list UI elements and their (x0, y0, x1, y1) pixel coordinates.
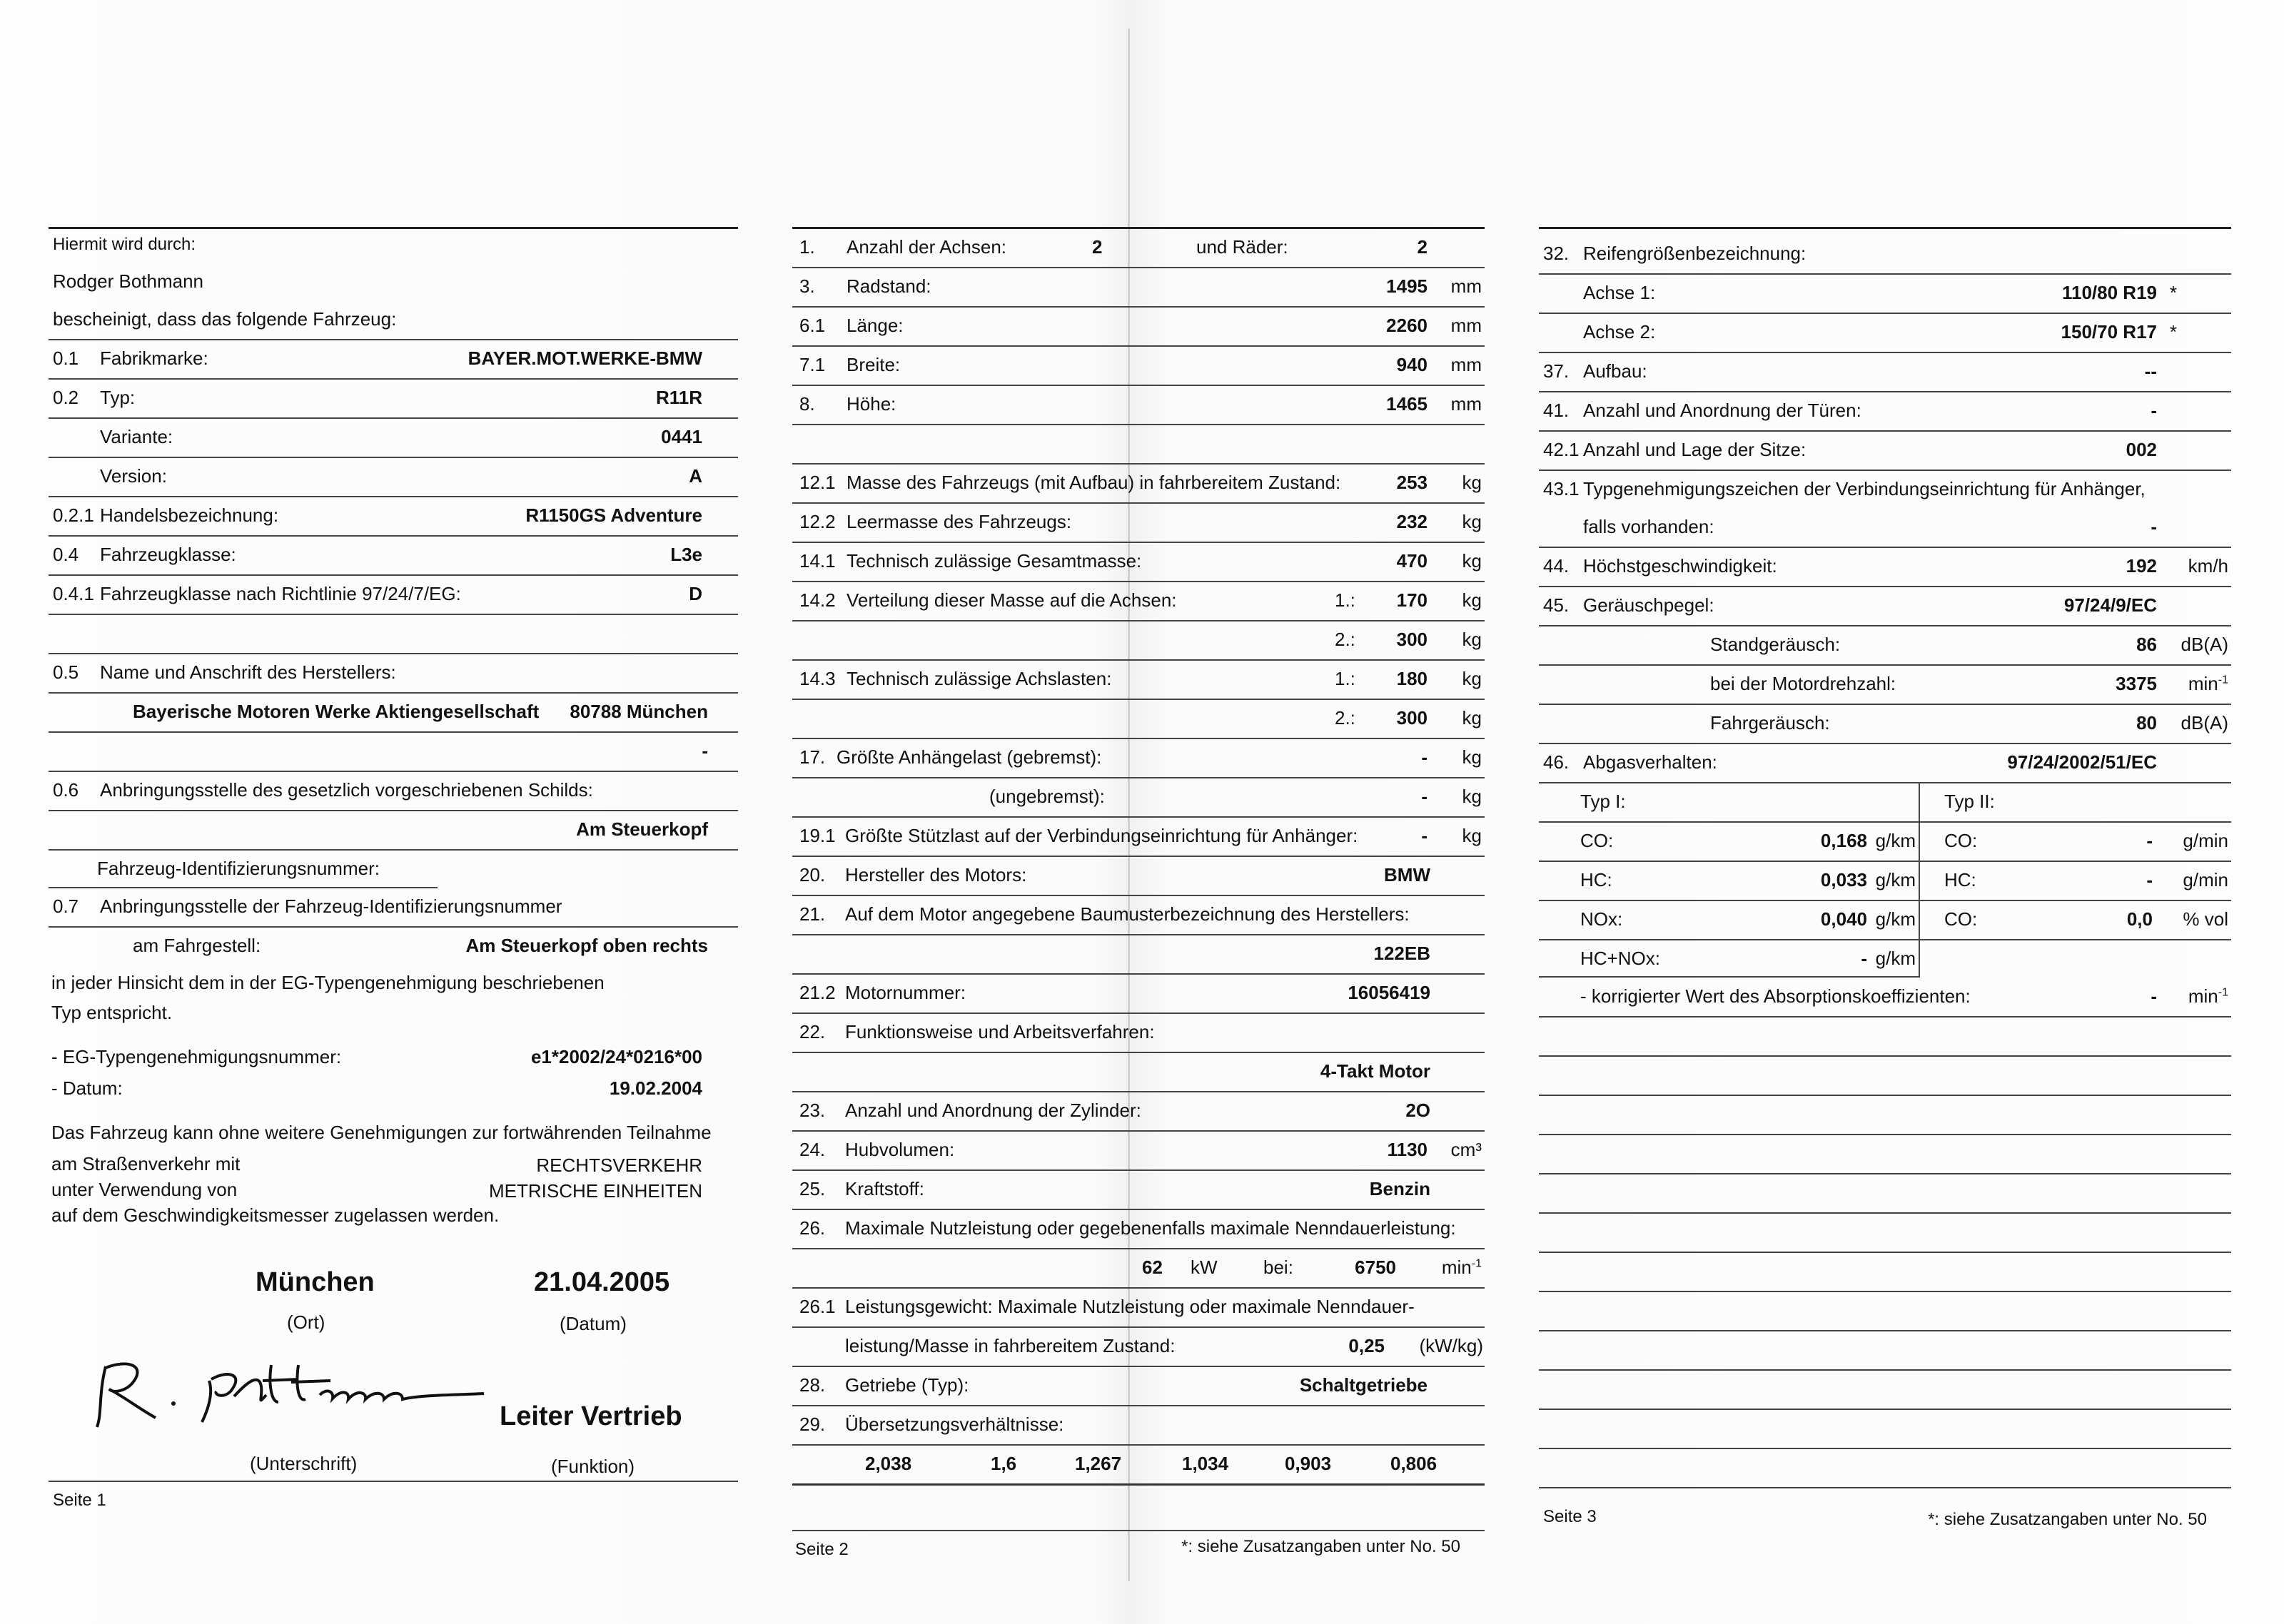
anh-value: - (1421, 746, 1428, 768)
version-label: Version: (100, 465, 167, 487)
geraeusch-label: Geräuschpegel: (1583, 594, 1714, 616)
field-number: 24. (799, 1139, 826, 1160)
lg-label-2: leistung/Masse in fahrbereitem Zustand: (845, 1335, 1176, 1356)
ratio-value: 0,806 (1390, 1453, 1437, 1474)
eg-number-label: - EG-Typengenehmigungsnummer: (51, 1046, 342, 1067)
vert2-value: 300 (1396, 629, 1428, 650)
handel-label: Handelsbezeichnung: (100, 504, 279, 526)
leist-label: Maximale Nutzleistung oder gegebenenfalls maximale Nenndauerleistung: (845, 1217, 1456, 1239)
co3-value: 0,0 (2126, 908, 2153, 930)
axle-label: 2.: (1335, 629, 1355, 650)
hoechst-value: 192 (2126, 555, 2157, 577)
traffic-value: RECHTSVERKEHR (536, 1154, 702, 1176)
nox1-value: 0,040 (1820, 908, 1867, 930)
stand-value: 86 (2136, 634, 2157, 655)
unit: % vol (2183, 908, 2228, 930)
schild-value: Am Steuerkopf (576, 818, 708, 840)
typgen-label: Typgenehmigungszeichen der Verbindungseinrichtung für Anhänger, (1583, 478, 2146, 499)
place-value: München (256, 1267, 375, 1297)
field-number: 21. (799, 903, 826, 925)
abgas-value: 97/24/2002/51/EC (2007, 751, 2157, 773)
field-number: 20. (799, 864, 826, 885)
fin-stelle-label: Anbringungsstelle der Fahrzeug-Identifizierungsnummer (100, 895, 562, 917)
fabrikmarke-value: BAYER.MOT.WERKE-BMW (468, 347, 702, 369)
reifen-label: Reifengrößenbezeichnung: (1583, 243, 1807, 264)
page-1 (49, 227, 738, 1518)
achse1-value: 110/80 R19 (2061, 282, 2157, 303)
emissions-table (1539, 782, 2231, 978)
motornr-value: 16056419 (1348, 982, 1430, 1003)
field-number: 28. (799, 1374, 826, 1396)
kraft-value: Benzin (1369, 1178, 1430, 1199)
ratio-value: 2,038 (865, 1453, 912, 1474)
field-number: 8. (799, 393, 815, 415)
typ-value: R11R (655, 387, 702, 408)
stand-label: Standgeräusch: (1710, 634, 1841, 655)
field-number: 43.1 (1543, 478, 1580, 499)
fahr-label: Fahrgeräusch: (1710, 712, 1830, 734)
achsl-label: Technisch zulässige Achslasten: (847, 668, 1112, 689)
field-number: 14.1 (799, 550, 836, 572)
gesamt-label: Technisch zulässige Gesamtmasse: (847, 550, 1142, 572)
eg-number-value: e1*2002/24*0216*00 (530, 1046, 702, 1067)
funk-value: 4-Takt Motor (1320, 1060, 1430, 1082)
tueren-label: Anzahl und Anordnung der Türen: (1583, 400, 1861, 421)
field-number: 26.1 (799, 1296, 836, 1317)
achsl2-value: 300 (1396, 707, 1428, 729)
leer-value: 232 (1396, 511, 1428, 532)
breite-label: Breite: (847, 354, 901, 375)
klasse-label: Fahrzeugklasse: (100, 544, 236, 565)
fin-label: Fahrzeug-Identifizierungsnummer: (97, 858, 380, 879)
raeder-value: 2 (1417, 236, 1428, 258)
field-number: 22. (799, 1021, 826, 1042)
field-number: 0.2 (53, 387, 79, 408)
kraft-label: Kraftstoff: (845, 1178, 924, 1199)
typgen-value: - (2151, 516, 2157, 537)
field-number: 21.2 (799, 982, 836, 1003)
variante-label: Variante: (100, 426, 173, 447)
unit: $\min^{-1}$ (1441, 1257, 1482, 1278)
typ1-label: Typ I: (1580, 791, 1626, 812)
field-number: 6.1 (799, 315, 826, 336)
field-number: 37. (1543, 360, 1570, 382)
field-number: 23. (799, 1100, 826, 1121)
ratio-value: 1,034 (1182, 1453, 1229, 1474)
radstand-value: 1495 (1386, 275, 1428, 297)
drehzahl-value: 3375 (2116, 673, 2157, 694)
unit: kg (1462, 746, 1482, 768)
field-number: 29. (799, 1414, 826, 1435)
axle-label: 1.: (1335, 589, 1355, 611)
stuetz-label: Größte Stützlast auf der Verbindungseinrichtung für Anhänger: (845, 825, 1358, 846)
unit: g/min (2183, 830, 2228, 851)
field-number: 26. (799, 1217, 826, 1239)
hc-label: HC: (1580, 869, 1612, 890)
field-number: 7.1 (799, 354, 826, 375)
unit: (kW/kg) (1419, 1335, 1483, 1356)
masse-label: Masse des Fahrzeugs (mit Aufbau) in fahrbereitem Zustand: (847, 472, 1341, 493)
unit: dB(A) (2181, 634, 2228, 655)
unit: g/km (1875, 830, 1916, 851)
uebers-label: Übersetzungsverhältnisse: (845, 1414, 1064, 1435)
field-number: 0.2.1 (53, 504, 94, 526)
typgen-label-2: falls vorhanden: (1583, 516, 1714, 537)
unit: mm (1450, 315, 1482, 336)
field-number: 12.1 (799, 472, 836, 493)
signer-name: Rodger Bothmann (53, 270, 204, 292)
aufbau-label: Aufbau: (1583, 360, 1647, 382)
zyl-label: Anzahl und Anordnung der Zylinder: (845, 1100, 1141, 1121)
field-number: 0.5 (53, 661, 79, 683)
absorp-label: - korrigierter Wert des Absorptionskoeffizienten: (1580, 985, 1971, 1007)
eg-date-value: 19.02.2004 (609, 1077, 702, 1099)
unit: kg (1462, 472, 1482, 493)
unit: km/h (2188, 555, 2228, 577)
sitze-value: 002 (2126, 439, 2157, 460)
page-number: Seite 2 (795, 1540, 849, 1559)
footnote: *: siehe Zusatzangaben unter No. 50 (1181, 1537, 1460, 1556)
herst-label: Hersteller des Motors: (845, 864, 1027, 885)
unit: g/min (2183, 869, 2228, 890)
field-number: 1. (799, 236, 815, 258)
vert-label: Verteilung dieser Masse auf die Achsen: (847, 589, 1177, 611)
field-number: 14.3 (799, 668, 836, 689)
hersteller-label: Name und Anschrift des Herstellers: (100, 661, 396, 683)
unit: kg (1462, 786, 1482, 807)
unit: $\min^{-1}$ (2188, 985, 2228, 1007)
laenge-value: 2260 (1386, 315, 1428, 336)
field-number: 3. (799, 275, 815, 297)
function-value: Leiter Vertrieb (500, 1401, 682, 1431)
hc-label: HC: (1944, 869, 1976, 890)
version-value: A (689, 465, 702, 487)
page-3 (1539, 227, 2231, 1531)
klasse-rl-value: D (689, 583, 702, 604)
co-label: CO: (1944, 908, 1978, 930)
klasse-rl-label: Fahrzeugklasse nach Richtlinie 97/24/7/EG: (100, 583, 461, 604)
laenge-label: Länge: (847, 315, 904, 336)
unit: kg (1462, 511, 1482, 532)
intro-text-2: bescheinigt, dass das folgende Fahrzeug: (53, 308, 397, 330)
signature-label: (Unterschrift) (250, 1453, 358, 1474)
getr-label: Getriebe (Typ): (845, 1374, 969, 1396)
leist-value: 62 (1142, 1257, 1163, 1278)
baum-value: 122EB (1373, 943, 1430, 964)
axle-label: 1.: (1335, 668, 1355, 689)
anh-ung-value: - (1421, 786, 1428, 807)
achsl1-value: 180 (1396, 668, 1428, 689)
herst-value: BMW (1384, 864, 1430, 885)
aufbau-value: -- (2144, 360, 2157, 382)
baum-label: Auf dem Motor angegebene Baumusterbezeichnung des Herstellers: (845, 903, 1410, 925)
axle-label: 2.: (1335, 707, 1355, 729)
hub-value: 1130 (1387, 1139, 1428, 1160)
date-label: (Datum) (560, 1313, 627, 1334)
footnote: *: siehe Zusatzangaben unter No. 50 (1928, 1510, 2207, 1529)
unit: g/km (1875, 869, 1916, 890)
field-number: 32. (1543, 243, 1570, 264)
field-number: 0.4 (53, 544, 79, 565)
abgas-label: Abgasverhalten: (1583, 751, 1717, 773)
field-number: 25. (799, 1178, 826, 1199)
unit: kW (1191, 1257, 1218, 1278)
hersteller-extra: - (702, 740, 708, 761)
hoechst-label: Höchstgeschwindigkeit: (1583, 555, 1777, 577)
masse-value: 253 (1396, 472, 1428, 493)
unit: mm (1450, 393, 1482, 415)
schild-label: Anbringungsstelle des gesetzlich vorgeschriebenen Schilds: (100, 779, 593, 801)
hersteller-value: Bayerische Motoren Werke Aktiengesellschaft (133, 701, 540, 722)
variante-value: 0441 (661, 426, 702, 447)
unit: kg (1462, 629, 1482, 650)
getr-value: Schaltgetriebe (1299, 1374, 1428, 1396)
anh-label: Größte Anhängelast (gebremst): (837, 746, 1102, 768)
page-number: Seite 3 (1543, 1507, 1597, 1526)
unit: kg (1462, 589, 1482, 611)
lg-label: Leistungsgewicht: Maximale Nutzleistung oder maximale Nenndauer- (845, 1296, 1415, 1317)
ratio-value: 1,6 (991, 1453, 1017, 1474)
unit: kg (1462, 707, 1482, 729)
zyl-value: 2O (1405, 1100, 1430, 1121)
leer-label: Leermasse des Fahrzeugs: (847, 511, 1072, 532)
intro-text: Hiermit wird durch: (53, 235, 196, 254)
klasse-value: L3e (670, 544, 702, 565)
unit: mm (1450, 275, 1482, 297)
page-number: Seite 1 (53, 1491, 106, 1510)
vert1-value: 170 (1396, 589, 1428, 611)
place-label: (Ort) (287, 1311, 325, 1333)
motornr-label: Motornummer: (845, 982, 966, 1003)
approval-text: Das Fahrzeug kann ohne weitere Genehmigungen zur fortwährenden Teilnahme (51, 1122, 712, 1143)
achsen-label: Anzahl der Achsen: (847, 236, 1007, 258)
field-number: 0.4.1 (53, 583, 94, 604)
approval-text-3: unter Verwendung von (51, 1179, 238, 1200)
typ2-label: Typ II: (1944, 791, 1995, 812)
hersteller-plz: 80788 München (570, 701, 708, 722)
raeder-label: und Räder: (1196, 236, 1288, 258)
ratio-value: 0,903 (1285, 1453, 1332, 1474)
stuetz-value: - (1421, 825, 1428, 846)
field-number: 41. (1543, 400, 1570, 421)
hc1-value: 0,033 (1820, 869, 1867, 890)
drehzahl-label: bei der Motordrehzahl: (1710, 673, 1896, 694)
hoehe-label: Höhe: (847, 393, 896, 415)
field-number: 44. (1543, 555, 1570, 577)
tueren-value: - (2151, 400, 2157, 421)
unit: kg (1462, 825, 1482, 846)
field-number: 0.6 (53, 779, 79, 801)
unit: mm (1450, 354, 1482, 375)
field-number: 45. (1543, 594, 1570, 616)
footnote-mark: * (2169, 282, 2177, 303)
typ-label: Typ: (100, 387, 136, 408)
unit: $\min^{-1}$ (2188, 673, 2228, 694)
achsen-value: 2 (1092, 236, 1103, 258)
units-value: METRISCHE EINHEITEN (488, 1180, 702, 1202)
field-number: 42.1 (1543, 439, 1580, 460)
footnote-mark: * (2169, 321, 2177, 342)
conformity-text: in jeder Hinsicht dem in der EG-Typengenehmigung beschriebenen (51, 972, 605, 993)
field-number: 19.1 (799, 825, 836, 846)
unit: g/km (1875, 908, 1916, 930)
achse1-label: Achse 1: (1583, 282, 1656, 303)
field-number: 14.2 (799, 589, 836, 611)
co-label: CO: (1580, 830, 1614, 851)
handel-value: R1150GS Adventure (525, 504, 702, 526)
field-number: 17. (799, 746, 826, 768)
date-value: 21.04.2005 (534, 1267, 670, 1297)
co1-value: 0,168 (1820, 830, 1867, 851)
unit: g/km (1875, 948, 1916, 969)
lg-value: 0,25 (1348, 1335, 1385, 1356)
geraeusch-value: 97/24/9/EC (2063, 594, 2157, 616)
co-label: CO: (1944, 830, 1978, 851)
conformity-text-2: Typ entspricht. (51, 1002, 173, 1023)
hcnox-label: HC+NOx: (1580, 948, 1660, 969)
fahr-value: 80 (2136, 712, 2157, 734)
achse2-value: 150/70 R17 (2061, 321, 2157, 342)
hc2-value: - (2146, 869, 2153, 890)
field-number: 46. (1543, 751, 1570, 773)
approval-text-2: am Straßenverkehr mit (51, 1153, 241, 1174)
co2-value: - (2146, 830, 2153, 851)
anh-ung-label: (ungebremst): (989, 786, 1105, 807)
funk-label: Funktionsweise und Arbeitsverfahren: (845, 1021, 1155, 1042)
hoehe-value: 1465 (1386, 393, 1428, 415)
function-label: (Funktion) (551, 1456, 635, 1477)
unit: kg (1462, 668, 1482, 689)
unit: dB(A) (2181, 712, 2228, 734)
absorp-value: - (2151, 985, 2157, 1007)
radstand-label: Radstand: (847, 275, 931, 297)
ratio-value: 1,267 (1075, 1453, 1122, 1474)
achse2-label: Achse 2: (1583, 321, 1656, 342)
page-2 (792, 227, 1485, 1563)
unit: cm³ (1450, 1139, 1482, 1160)
field-number: 0.7 (53, 895, 79, 917)
approval-text-4: auf dem Geschwindigkeitsmesser zugelassen werden. (51, 1204, 500, 1226)
field-number: 0.1 (53, 347, 79, 369)
nox-label: NOx: (1580, 908, 1623, 930)
hub-label: Hubvolumen: (845, 1139, 955, 1160)
gesamt-value: 470 (1396, 550, 1428, 572)
field-number: 12.2 (799, 511, 836, 532)
eg-date-label: - Datum: (51, 1077, 123, 1099)
hcnox-value: - (1861, 948, 1867, 969)
signature-image (84, 1352, 527, 1431)
unit: kg (1462, 550, 1482, 572)
sitze-label: Anzahl und Lage der Sitze: (1583, 439, 1807, 460)
bei-label: bei: (1263, 1257, 1293, 1278)
fahrgestell-value: Am Steuerkopf oben rechts (465, 935, 708, 956)
fahrgestell-label: am Fahrgestell: (133, 935, 261, 956)
leist-rpm: 6750 (1355, 1257, 1396, 1278)
breite-value: 940 (1396, 354, 1428, 375)
fabrikmarke-label: Fabrikmarke: (100, 347, 208, 369)
